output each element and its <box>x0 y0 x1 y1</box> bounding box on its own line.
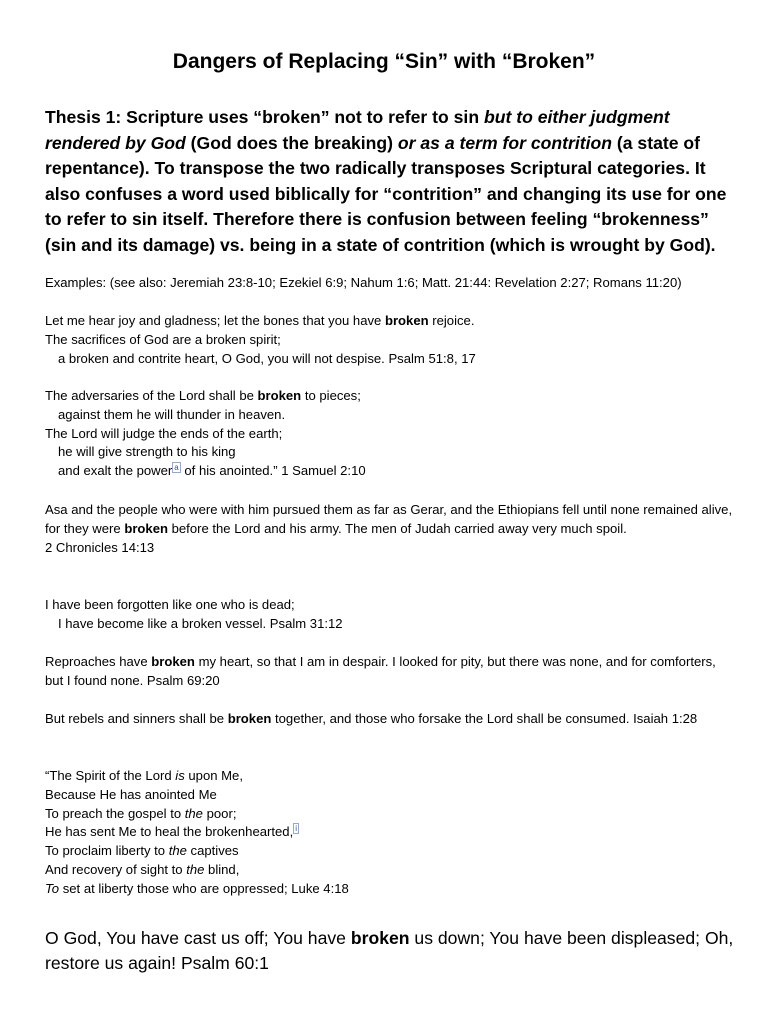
chronicles-quote <box>45 501 735 557</box>
chronicles-text-1: Asa and the people who were with him pursued them as far as Gerar, and the Ethiopians fell until none remained alive, for they were <box>45 502 733 536</box>
luke-quote <box>45 767 735 899</box>
luke-italic: the <box>184 805 203 821</box>
luke-italic: To <box>45 880 60 896</box>
samuel-line-1 <box>45 387 735 406</box>
psalm60-text-1: O God, You have cast us off; You have <box>45 928 351 948</box>
samuel-text: of his anointed.” 1 Samuel 2:10 <box>180 463 366 479</box>
page-title: Dangers of Replacing “Sin” with “Broken” <box>172 50 596 73</box>
luke-text: set at liberty those who are oppressed; Luke 4:18 <box>59 880 349 896</box>
samuel-line-4: he will give strength to his king <box>58 444 236 460</box>
psalm60-bold: broken <box>350 928 410 948</box>
footnote-link[interactable]: a <box>174 462 179 472</box>
footnote-link[interactable]: i <box>295 824 297 834</box>
luke-line-1 <box>45 767 735 786</box>
thesis-paragraph <box>45 105 735 258</box>
samuel-line-3: The Lord will judge the ends of the earth; <box>45 425 283 441</box>
isaiah-bold: broken <box>227 711 272 726</box>
psalm51-text: rejoice. <box>428 313 475 328</box>
samuel-text: The adversaries of the Lord shall be <box>45 388 258 403</box>
thesis-italic-1: but to either judgment rendered by God <box>45 107 670 153</box>
luke-line-6 <box>45 861 735 880</box>
samuel-quote <box>45 387 735 481</box>
thesis-text-3: (a state of repentance). To transpose the two radically transposes Scriptural categories. It also confuses a word used biblically for “contrition” and changing its use for one to refer to sin itself. Therefore there is confusion between feeling “brokenness” (sin and its damage) vs. being in a state of contrition (which is wrought by God). <box>45 132 727 255</box>
luke-line-2: Because He has anointed Me <box>45 786 217 802</box>
isaiah-quote <box>45 710 735 729</box>
psalm60-text-2: us down; You have been displeased; Oh, restore us again! Psalm 60:1 <box>45 928 734 973</box>
psalm51-bold: broken <box>384 313 429 328</box>
luke-line-3 <box>45 805 735 824</box>
thesis-text-1: Thesis 1: Scripture uses “broken” not to refer to sin <box>45 107 484 127</box>
samuel-bold: broken <box>257 388 302 403</box>
psalm31-line-1: I have been forgotten like one who is dead; <box>45 597 295 612</box>
examples-line <box>45 274 735 293</box>
luke-text: “The Spirit of the Lord <box>45 768 176 783</box>
luke-text: He has sent Me to heal the brokenhearted, <box>45 824 294 840</box>
luke-line-7 <box>45 880 735 899</box>
luke-text: To preach the gospel to <box>45 805 185 821</box>
isaiah-text-2: together, and those who forsake the Lord shall be consumed. Isaiah 1:28 <box>271 711 698 726</box>
psalm51-line-2: The sacrifices of God are a broken spirit; <box>45 331 281 347</box>
samuel-line-2: against them he will thunder in heaven. <box>58 406 286 422</box>
thesis-italic-2: or as a term for contrition <box>397 132 612 153</box>
luke-italic: is <box>175 768 185 783</box>
luke-text: poor; <box>202 805 237 821</box>
psalm51-line-3: a broken and contrite heart, O God, you will not despise. Psalm 51:8, 17 <box>58 350 476 366</box>
samuel-text: and exalt the power <box>58 463 173 479</box>
psalm69-text-2: my heart, so that I am in despair. I looked for pity, but there was none, and for comforters, but I found none. Psalm 69:20 <box>45 654 716 688</box>
examples-text: Examples: (see also: Jeremiah 23:8-10; Ezekiel 6:9; Nahum 1:6; Matt. 21:44: Revelation 2:27; Romans 11:20) <box>45 275 682 290</box>
psalm69-quote <box>45 653 735 691</box>
psalm51-line-1 <box>45 312 735 331</box>
psalm51-text: Let me hear joy and gladness; let the bones that you have <box>45 313 385 328</box>
luke-line-5 <box>45 842 735 861</box>
chronicles-text-2: before the Lord and his army. The men of Judah carried away very much spoil. <box>167 520 627 536</box>
luke-italic: the <box>186 861 205 877</box>
luke-italic: the <box>168 843 187 859</box>
samuel-text: to pieces; <box>301 388 361 403</box>
psalm31-quote <box>45 596 735 634</box>
psalm60-quote <box>45 926 745 976</box>
chronicles-bold: broken <box>124 520 168 536</box>
luke-text: To proclaim liberty to <box>45 843 169 859</box>
luke-text: And recovery of sight to <box>45 861 187 877</box>
psalm69-text-1: Reproaches have <box>45 654 152 669</box>
luke-text: captives <box>186 843 239 859</box>
luke-line-4 <box>45 823 735 842</box>
chronicles-ref: 2 Chronicles 14:13 <box>45 539 155 555</box>
luke-text: blind, <box>204 861 240 877</box>
psalm69-bold: broken <box>151 654 195 669</box>
isaiah-text-1: But rebels and sinners shall be <box>45 711 228 726</box>
thesis-text-2: (God does the breaking) <box>185 132 398 153</box>
luke-text: upon Me, <box>184 768 243 783</box>
psalm31-line-2: I have become like a broken vessel. Psalm 31:12 <box>58 615 343 631</box>
samuel-line-5 <box>45 462 735 481</box>
psalm51-quote <box>45 312 735 368</box>
